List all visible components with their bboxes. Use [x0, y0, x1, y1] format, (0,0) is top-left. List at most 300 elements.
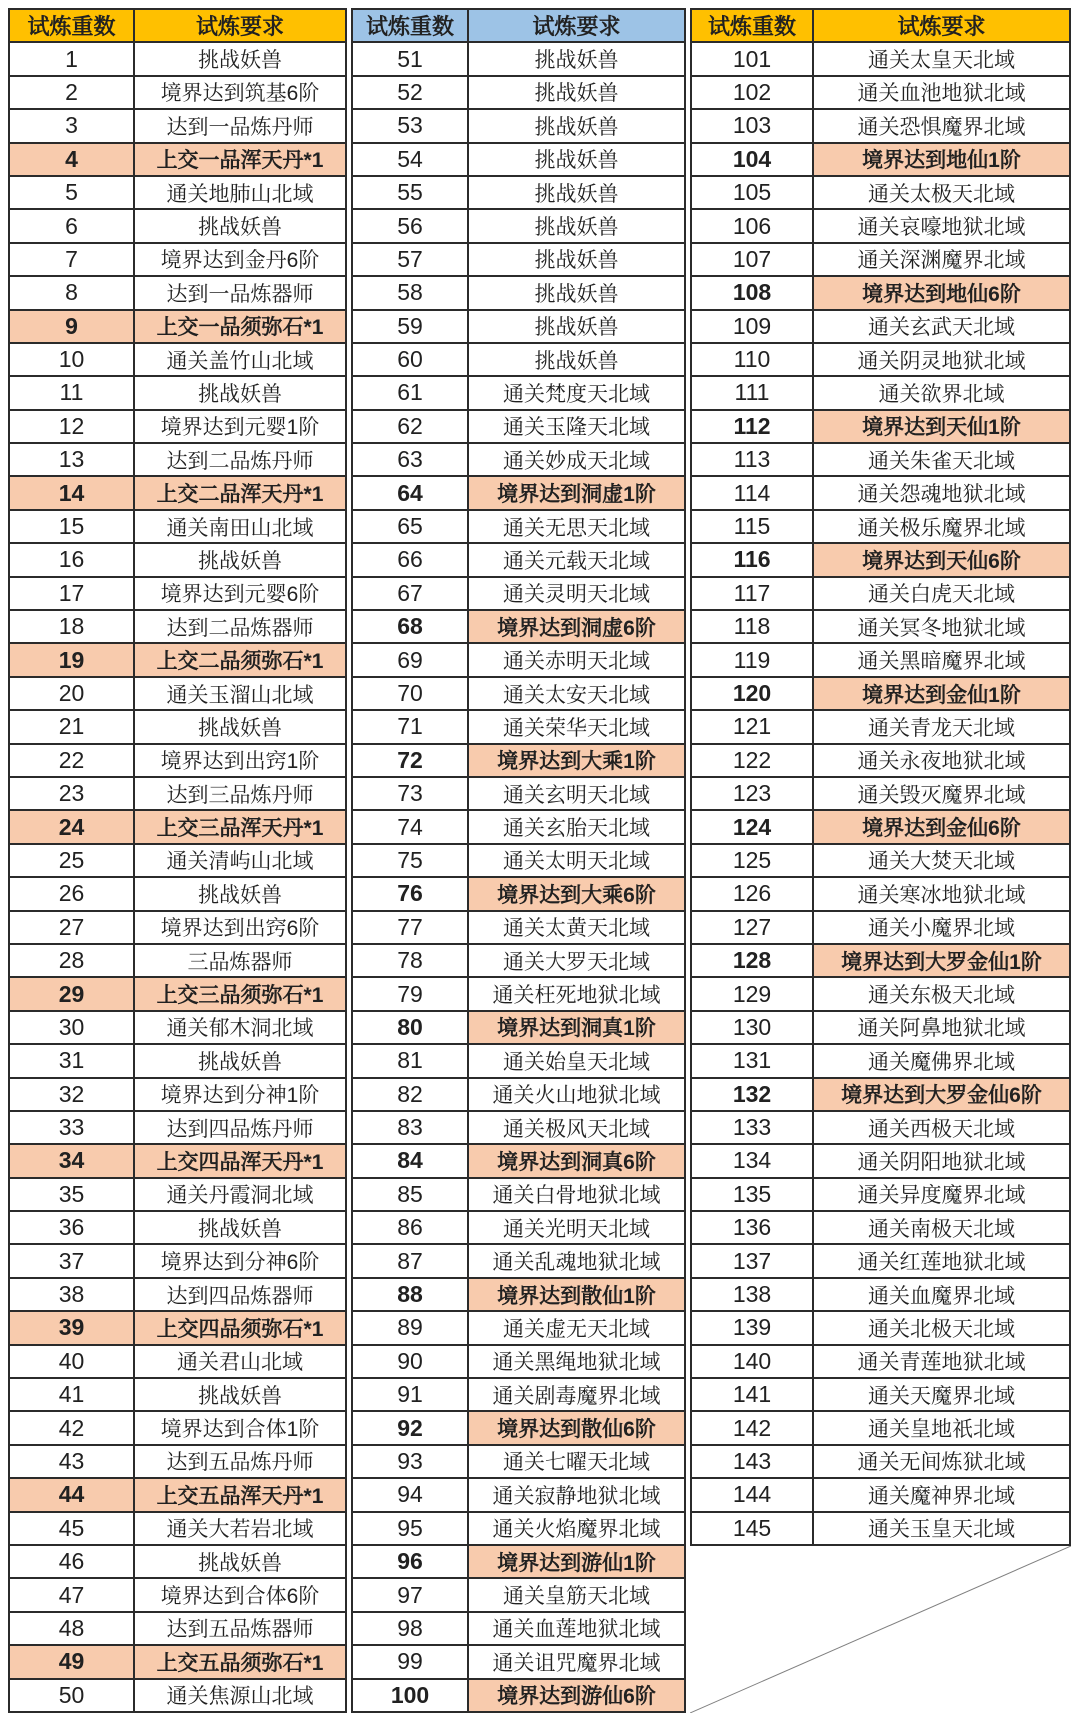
trial-number-cell: 87 — [352, 1244, 468, 1277]
table-row — [352, 844, 685, 877]
trial-requirement-cell: 通关欲界北域 — [813, 376, 1070, 409]
trial-number-cell: 86 — [352, 1211, 468, 1244]
table-row — [9, 543, 346, 576]
table-row — [9, 1612, 346, 1645]
table-row — [352, 143, 685, 176]
table-row — [9, 577, 346, 610]
trial-number-cell: 33 — [9, 1111, 134, 1144]
trial-requirement-cell: 通关北极天北域 — [813, 1311, 1070, 1344]
column-header-weight: 试炼重数 — [691, 9, 813, 42]
table-row — [691, 143, 1070, 176]
trial-number-cell: 140 — [691, 1345, 813, 1378]
header-row — [691, 9, 1070, 42]
trial-requirement-cell: 通关青龙天北域 — [813, 710, 1070, 743]
trial-number-cell: 4 — [9, 143, 134, 176]
trial-number-cell: 115 — [691, 510, 813, 543]
table-row — [352, 1311, 685, 1344]
trial-number-cell: 37 — [9, 1244, 134, 1277]
trial-number-cell: 28 — [9, 944, 134, 977]
header-row — [352, 9, 685, 42]
trial-requirement-cell: 境界达到合体6阶 — [134, 1578, 346, 1611]
trial-number-cell: 73 — [352, 777, 468, 810]
trial-requirement-cell: 通关清屿山北域 — [134, 844, 346, 877]
trial-requirement-cell: 通关阴灵地狱北域 — [813, 343, 1070, 376]
trial-requirement-cell: 通关魔佛界北域 — [813, 1044, 1070, 1077]
trial-requirement-cell: 境界达到筑基6阶 — [134, 76, 346, 109]
trial-requirement-cell: 境界达到金丹6阶 — [134, 243, 346, 276]
trial-number-cell: 65 — [352, 510, 468, 543]
trial-requirement-cell: 通关玉溜山北域 — [134, 677, 346, 710]
table-row — [691, 1512, 1070, 1545]
trial-number-cell: 31 — [9, 1044, 134, 1077]
trial-requirement-cell: 通关皇地祇北域 — [813, 1411, 1070, 1444]
table-row — [352, 1345, 685, 1378]
trial-requirement-cell: 境界达到金仙6阶 — [813, 810, 1070, 843]
trial-number-cell: 23 — [9, 777, 134, 810]
trial-number-cell: 53 — [352, 109, 468, 142]
trial-number-cell: 46 — [9, 1545, 134, 1578]
table-row — [9, 410, 346, 443]
trial-requirement-cell: 达到四品炼丹师 — [134, 1111, 346, 1144]
trial-number-cell: 25 — [9, 844, 134, 877]
trial-number-cell: 42 — [9, 1411, 134, 1444]
trial-requirement-cell: 通关无间炼狱北域 — [813, 1445, 1070, 1478]
trial-number-cell: 61 — [352, 376, 468, 409]
table-row — [352, 243, 685, 276]
trial-requirement-cell: 通关极风天北域 — [468, 1111, 685, 1144]
trial-number-cell: 84 — [352, 1144, 468, 1177]
trial-requirement-cell: 通关盖竹山北域 — [134, 343, 346, 376]
table-row — [352, 1578, 685, 1611]
trial-requirement-cell: 上交二品须弥石*1 — [134, 643, 346, 676]
trial-requirement-cell: 通关黑绳地狱北域 — [468, 1345, 685, 1378]
table-row — [9, 276, 346, 309]
trial-requirement-cell: 通关玄武天北域 — [813, 310, 1070, 343]
table-row — [9, 243, 346, 276]
table-row — [691, 1011, 1070, 1044]
trial-number-cell: 35 — [9, 1178, 134, 1211]
trial-number-cell: 137 — [691, 1244, 813, 1277]
trial-number-cell: 127 — [691, 911, 813, 944]
trial-number-cell: 129 — [691, 977, 813, 1010]
table-row — [352, 410, 685, 443]
trial-requirement-cell: 通关太明天北域 — [468, 844, 685, 877]
trial-requirement-cell: 境界达到元婴6阶 — [134, 577, 346, 610]
column-header-requirement: 试炼要求 — [468, 9, 685, 42]
trial-number-cell: 20 — [9, 677, 134, 710]
table-row — [9, 944, 346, 977]
trial-number-cell: 110 — [691, 343, 813, 376]
trial-number-cell: 59 — [352, 310, 468, 343]
trial-requirement-cell: 通关焦源山北域 — [134, 1679, 346, 1712]
trial-number-cell: 97 — [352, 1578, 468, 1611]
trial-number-cell: 11 — [9, 376, 134, 409]
trial-requirement-cell: 挑战妖兽 — [134, 42, 346, 75]
trial-number-cell: 96 — [352, 1545, 468, 1578]
trial-requirement-cell: 通关妙成天北域 — [468, 443, 685, 476]
table-row — [9, 343, 346, 376]
table-row — [352, 343, 685, 376]
trial-number-cell: 56 — [352, 209, 468, 242]
trial-requirement-cell: 达到四品炼器师 — [134, 1278, 346, 1311]
table-row — [691, 176, 1070, 209]
trial-requirement-cell: 通关大焚天北域 — [813, 844, 1070, 877]
trial-table — [690, 8, 1071, 1546]
table-row — [352, 777, 685, 810]
trial-requirement-cell: 通关梵度天北域 — [468, 376, 685, 409]
trial-number-cell: 30 — [9, 1011, 134, 1044]
table-row — [352, 1378, 685, 1411]
column-header-requirement: 试炼要求 — [134, 9, 346, 42]
trial-requirement-cell: 达到一品炼丹师 — [134, 109, 346, 142]
trial-number-cell: 139 — [691, 1311, 813, 1344]
trial-number-cell: 102 — [691, 76, 813, 109]
trial-number-cell: 88 — [352, 1278, 468, 1311]
trial-requirement-cell: 通关太皇天北域 — [813, 42, 1070, 75]
trial-number-cell: 60 — [352, 343, 468, 376]
trial-requirement-cell: 达到五品炼丹师 — [134, 1445, 346, 1478]
trial-requirement-cell: 境界达到出窍6阶 — [134, 911, 346, 944]
trial-number-cell: 81 — [352, 1044, 468, 1077]
trial-requirement-cell: 境界达到游仙6阶 — [468, 1679, 685, 1712]
table-row — [352, 443, 685, 476]
trial-requirement-cell: 通关光明天北域 — [468, 1211, 685, 1244]
table-row — [352, 109, 685, 142]
trial-number-cell: 71 — [352, 710, 468, 743]
table-row — [352, 1278, 685, 1311]
trial-number-cell: 77 — [352, 911, 468, 944]
trial-requirement-cell: 上交四品须弥石*1 — [134, 1311, 346, 1344]
table-row — [691, 643, 1070, 676]
trial-number-cell: 104 — [691, 143, 813, 176]
trial-requirement-cell: 通关南极天北域 — [813, 1211, 1070, 1244]
table-row — [691, 543, 1070, 576]
trial-number-cell: 54 — [352, 143, 468, 176]
table-row — [352, 610, 685, 643]
trial-requirement-cell: 通关七曜天北域 — [468, 1445, 685, 1478]
trial-requirement-cell: 境界达到洞真6阶 — [468, 1144, 685, 1177]
table-row — [9, 777, 346, 810]
trial-requirement-cell: 通关灵明天北域 — [468, 577, 685, 610]
trial-requirement-cell: 通关玉隆天北域 — [468, 410, 685, 443]
trial-requirement-cell: 境界达到元婴1阶 — [134, 410, 346, 443]
table-row — [352, 710, 685, 743]
trial-requirement-cell: 通关怨魂地狱北域 — [813, 476, 1070, 509]
trial-requirement-cell: 三品炼器师 — [134, 944, 346, 977]
table-row — [9, 610, 346, 643]
table-row — [9, 1445, 346, 1478]
table-row — [691, 343, 1070, 376]
trial-requirement-cell: 境界达到洞真1阶 — [468, 1011, 685, 1044]
trial-number-cell: 74 — [352, 810, 468, 843]
trial-number-cell: 3 — [9, 109, 134, 142]
trial-number-cell: 80 — [352, 1011, 468, 1044]
trial-number-cell: 57 — [352, 243, 468, 276]
table-row — [9, 143, 346, 176]
table-row — [691, 1345, 1070, 1378]
table-row — [691, 1244, 1070, 1277]
trial-number-cell: 5 — [9, 176, 134, 209]
table-row — [691, 1178, 1070, 1211]
table-row — [9, 1679, 346, 1712]
trial-number-cell: 16 — [9, 543, 134, 576]
trial-requirement-cell: 挑战妖兽 — [134, 1545, 346, 1578]
trial-requirement-cell: 达到二品炼丹师 — [134, 443, 346, 476]
trial-requirement-cell: 挑战妖兽 — [468, 310, 685, 343]
table-row — [352, 877, 685, 910]
trial-number-cell: 99 — [352, 1645, 468, 1678]
table-row — [691, 777, 1070, 810]
table-row — [691, 243, 1070, 276]
trial-requirement-cell: 通关皇筋天北域 — [468, 1578, 685, 1611]
trial-number-cell: 34 — [9, 1144, 134, 1177]
table-row — [691, 877, 1070, 910]
header-row — [9, 9, 346, 42]
trial-number-cell: 117 — [691, 577, 813, 610]
trial-requirement-cell: 通关郁木洞北域 — [134, 1011, 346, 1044]
trial-number-cell: 72 — [352, 744, 468, 777]
table-row — [352, 209, 685, 242]
trial-number-cell: 89 — [352, 1311, 468, 1344]
trial-requirement-cell: 上交四品浑天丹*1 — [134, 1144, 346, 1177]
trial-requirement-cell: 境界达到游仙1阶 — [468, 1545, 685, 1578]
trial-requirement-cell: 通关小魔界北域 — [813, 911, 1070, 944]
trial-number-cell: 98 — [352, 1612, 468, 1645]
trial-number-cell: 132 — [691, 1078, 813, 1111]
trial-number-cell: 9 — [9, 310, 134, 343]
table-row — [691, 977, 1070, 1010]
table-row — [9, 1411, 346, 1444]
table-row — [691, 109, 1070, 142]
trial-requirement-cell: 上交二品浑天丹*1 — [134, 476, 346, 509]
table-row — [9, 677, 346, 710]
trial-number-cell: 101 — [691, 42, 813, 75]
trial-requirement-cell: 通关元载天北域 — [468, 543, 685, 576]
trial-table — [8, 8, 347, 1713]
table-row — [352, 1512, 685, 1545]
trial-number-cell: 106 — [691, 209, 813, 242]
trial-number-cell: 142 — [691, 1411, 813, 1444]
table-row — [9, 810, 346, 843]
trial-requirement-cell: 境界达到大罗金仙6阶 — [813, 1078, 1070, 1111]
trial-number-cell: 136 — [691, 1211, 813, 1244]
trial-number-cell: 66 — [352, 543, 468, 576]
trial-number-cell: 44 — [9, 1478, 134, 1511]
trial-requirement-cell: 通关阴阳地狱北域 — [813, 1144, 1070, 1177]
trial-requirement-cell: 通关寂静地狱北域 — [468, 1478, 685, 1511]
trial-number-cell: 116 — [691, 543, 813, 576]
trial-number-cell: 36 — [9, 1211, 134, 1244]
trial-requirement-cell: 通关君山北域 — [134, 1345, 346, 1378]
table-row — [691, 1211, 1070, 1244]
empty-cells-diagonal-area — [690, 1546, 1071, 1713]
trial-requirement-cell: 通关丹霞洞北域 — [134, 1178, 346, 1211]
trial-number-cell: 95 — [352, 1512, 468, 1545]
trial-requirement-cell: 通关太安天北域 — [468, 677, 685, 710]
trial-requirement-cell: 通关始皇天北域 — [468, 1044, 685, 1077]
trial-number-cell: 1 — [9, 42, 134, 75]
table-row — [9, 1645, 346, 1678]
trial-requirement-cell: 挑战妖兽 — [134, 543, 346, 576]
trial-number-cell: 41 — [9, 1378, 134, 1411]
trial-number-cell: 118 — [691, 610, 813, 643]
trial-requirement-cell: 境界达到出窍1阶 — [134, 744, 346, 777]
table-row — [9, 1311, 346, 1344]
trial-requirement-cell: 上交一品浑天丹*1 — [134, 143, 346, 176]
trial-requirement-cell: 通关荣华天北域 — [468, 710, 685, 743]
trial-number-cell: 91 — [352, 1378, 468, 1411]
trial-number-cell: 105 — [691, 176, 813, 209]
trial-number-cell: 122 — [691, 744, 813, 777]
trial-number-cell: 47 — [9, 1578, 134, 1611]
trial-requirement-cell: 通关诅咒魔界北域 — [468, 1645, 685, 1678]
trial-requirement-cell: 通关枉死地狱北域 — [468, 977, 685, 1010]
table-row — [352, 76, 685, 109]
table-row — [352, 677, 685, 710]
table-row — [9, 1345, 346, 1378]
trial-requirement-cell: 上交三品须弥石*1 — [134, 977, 346, 1010]
table-row — [691, 376, 1070, 409]
trial-requirement-cell: 通关血莲地狱北域 — [468, 1612, 685, 1645]
trial-requirement-cell: 通关寒冰地狱北域 — [813, 877, 1070, 910]
trial-number-cell: 40 — [9, 1345, 134, 1378]
table-row — [691, 276, 1070, 309]
trial-requirement-cell: 通关极乐魔界北域 — [813, 510, 1070, 543]
trial-number-cell: 145 — [691, 1512, 813, 1545]
trial-number-cell: 67 — [352, 577, 468, 610]
trial-number-cell: 39 — [9, 1311, 134, 1344]
trial-requirement-cell: 通关白虎天北域 — [813, 577, 1070, 610]
trial-number-cell: 21 — [9, 710, 134, 743]
trial-requirement-cell: 挑战妖兽 — [468, 209, 685, 242]
table-row — [352, 310, 685, 343]
trial-requirement-cell: 境界达到地仙1阶 — [813, 143, 1070, 176]
trial-number-cell: 131 — [691, 1044, 813, 1077]
trial-requirement-cell: 达到一品炼器师 — [134, 276, 346, 309]
trial-number-cell: 141 — [691, 1378, 813, 1411]
trial-requirement-cell: 挑战妖兽 — [134, 209, 346, 242]
table-row — [352, 543, 685, 576]
table-row — [691, 410, 1070, 443]
trial-requirement-cell: 通关恐惧魔界北域 — [813, 109, 1070, 142]
trial-requirement-cell: 通关血池地狱北域 — [813, 76, 1070, 109]
trial-requirement-cell: 通关青莲地狱北域 — [813, 1345, 1070, 1378]
table-row — [691, 744, 1070, 777]
trial-requirement-cell: 通关魔神界北域 — [813, 1478, 1070, 1511]
table-row — [9, 443, 346, 476]
trial-number-cell: 48 — [9, 1612, 134, 1645]
trial-requirement-cell: 达到五品炼器师 — [134, 1612, 346, 1645]
trial-requirement-cell: 通关玄明天北域 — [468, 777, 685, 810]
trial-number-cell: 135 — [691, 1178, 813, 1211]
trial-requirement-cell: 挑战妖兽 — [134, 877, 346, 910]
trial-requirement-cell: 通关玉皇天北域 — [813, 1512, 1070, 1545]
trial-number-cell: 26 — [9, 877, 134, 910]
trial-number-cell: 128 — [691, 944, 813, 977]
trial-table-group-1 — [8, 8, 347, 1713]
trial-requirement-cell: 挑战妖兽 — [468, 243, 685, 276]
trial-number-cell: 27 — [9, 911, 134, 944]
trial-number-cell: 92 — [352, 1411, 468, 1444]
trial-number-cell: 70 — [352, 677, 468, 710]
trial-number-cell: 17 — [9, 577, 134, 610]
table-row — [691, 810, 1070, 843]
trial-number-cell: 126 — [691, 877, 813, 910]
table-row — [352, 911, 685, 944]
trial-number-cell: 114 — [691, 476, 813, 509]
table-row — [352, 977, 685, 1010]
trial-number-cell: 133 — [691, 1111, 813, 1144]
trial-requirement-cell: 通关太极天北域 — [813, 176, 1070, 209]
table-row — [9, 744, 346, 777]
table-row — [352, 1445, 685, 1478]
trial-requirement-cell: 通关东极天北域 — [813, 977, 1070, 1010]
table-row — [352, 376, 685, 409]
trial-number-cell: 29 — [9, 977, 134, 1010]
trial-number-cell: 107 — [691, 243, 813, 276]
trial-requirement-cell: 通关深渊魔界北域 — [813, 243, 1070, 276]
trial-number-cell: 109 — [691, 310, 813, 343]
trial-number-cell: 113 — [691, 443, 813, 476]
trial-requirement-cell: 境界达到分神6阶 — [134, 1244, 346, 1277]
trial-number-cell: 90 — [352, 1345, 468, 1378]
table-row — [691, 443, 1070, 476]
table-row — [9, 1111, 346, 1144]
table-row — [9, 911, 346, 944]
trial-requirement-cell: 挑战妖兽 — [468, 143, 685, 176]
table-row — [691, 844, 1070, 877]
trial-requirement-cell: 通关朱雀天北域 — [813, 443, 1070, 476]
table-row — [352, 643, 685, 676]
table-row — [9, 476, 346, 509]
trial-number-cell: 138 — [691, 1278, 813, 1311]
trial-number-cell: 103 — [691, 109, 813, 142]
table-row — [9, 1078, 346, 1111]
table-row — [691, 1378, 1070, 1411]
table-row — [9, 710, 346, 743]
trial-requirement-cell: 通关哀嚎地狱北域 — [813, 209, 1070, 242]
table-row — [352, 1044, 685, 1077]
trial-requirement-cell: 境界达到分神1阶 — [134, 1078, 346, 1111]
table-row — [352, 1211, 685, 1244]
trial-number-cell: 75 — [352, 844, 468, 877]
trial-table-group-2 — [351, 8, 686, 1713]
table-row — [9, 42, 346, 75]
trial-requirement-cell: 通关地肺山北域 — [134, 176, 346, 209]
column-header-weight: 试炼重数 — [352, 9, 468, 42]
trial-number-cell: 93 — [352, 1445, 468, 1478]
table-row — [9, 1244, 346, 1277]
trial-requirement-cell: 通关西极天北域 — [813, 1111, 1070, 1144]
table-row — [9, 1478, 346, 1511]
trial-number-cell: 63 — [352, 443, 468, 476]
trial-requirement-cell: 挑战妖兽 — [134, 376, 346, 409]
trial-table-group-3 — [690, 8, 1071, 1713]
trial-requirement-cell: 通关黑暗魔界北域 — [813, 643, 1070, 676]
table-row — [352, 944, 685, 977]
trial-requirement-cell: 挑战妖兽 — [468, 343, 685, 376]
table-row — [9, 877, 346, 910]
trial-number-cell: 94 — [352, 1478, 468, 1511]
table-row — [9, 1144, 346, 1177]
trial-requirement-cell: 通关毁灭魔界北域 — [813, 777, 1070, 810]
trial-requirement-cell: 通关冥冬地狱北域 — [813, 610, 1070, 643]
trial-number-cell: 123 — [691, 777, 813, 810]
table-row — [691, 1411, 1070, 1444]
trial-number-cell: 111 — [691, 376, 813, 409]
table-row — [352, 1078, 685, 1111]
table-row — [352, 1144, 685, 1177]
